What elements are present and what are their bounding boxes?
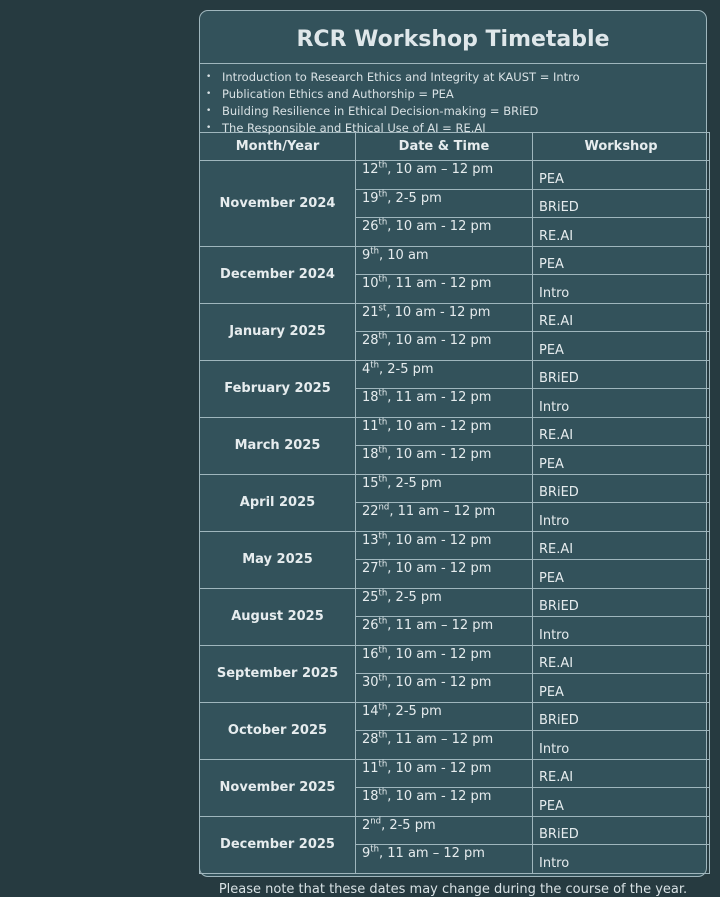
day-number: 18	[362, 390, 379, 405]
day-number: 22	[362, 504, 379, 519]
time-text: , 10 am - 12 pm	[387, 532, 492, 548]
time-text: , 10 am - 12 pm	[387, 789, 492, 804]
timetable-card	[199, 10, 707, 897]
column-header-month: Month/Year	[200, 133, 356, 161]
date-time-cell	[356, 303, 533, 332]
ordinal-suffix: th	[378, 645, 388, 656]
workshop-cell: BRiED	[533, 702, 710, 731]
day-number: 19	[362, 190, 379, 206]
ordinal-suffix: th	[378, 445, 388, 456]
disclaimer-note: Please note that these dates may change during the course of the year.	[218, 881, 688, 897]
day-number: 25	[362, 589, 379, 605]
ordinal-suffix: th	[378, 702, 388, 713]
time-text: , 10 am	[379, 247, 429, 263]
date-time-cell	[356, 189, 533, 218]
workshop-cell: PEA	[533, 446, 710, 475]
time-text: , 11 am – 12 pm	[379, 846, 485, 861]
workshop-cell: Intro	[533, 389, 710, 418]
workshop-cell: RE.AI	[533, 759, 710, 788]
workshop-cell: RE.AI	[533, 531, 710, 560]
day-number: 21	[362, 304, 379, 320]
time-text: , 10 am - 12 pm	[387, 675, 492, 690]
date-time-cell	[356, 474, 533, 503]
ordinal-suffix: th	[378, 588, 388, 599]
legend-item: • Publication Ethics and Authorship = PEA	[222, 86, 706, 103]
legend-list	[200, 64, 706, 135]
date-time-cell	[356, 446, 533, 475]
table-row	[200, 360, 710, 389]
month-cell: January 2025	[200, 303, 356, 360]
date-time-cell	[356, 218, 533, 247]
date-time-cell	[356, 617, 533, 646]
date-time-cell	[356, 788, 533, 817]
ordinal-suffix: th	[378, 160, 388, 171]
time-text: , 2-5 pm	[379, 361, 434, 377]
table-row	[200, 303, 710, 332]
legend-item: • Building Resilience in Ethical Decision-making = BRiED	[222, 103, 706, 120]
legend-item: • Introduction to Research Ethics and Integrity at KAUST = Intro	[222, 69, 706, 86]
time-text: , 11 am – 12 pm	[387, 618, 494, 633]
day-number: 28	[362, 333, 379, 348]
date-time-cell	[356, 588, 533, 617]
ordinal-suffix: nd	[378, 502, 390, 513]
date-time-cell	[356, 702, 533, 731]
ordinal-suffix: th	[370, 360, 380, 371]
month-cell: October 2025	[200, 702, 356, 759]
date-time-cell	[356, 845, 533, 874]
month-cell: December 2024	[200, 246, 356, 303]
date-time-cell	[356, 759, 533, 788]
workshop-cell: RE.AI	[533, 303, 710, 332]
workshop-cell: BRiED	[533, 816, 710, 845]
workshop-cell: Intro	[533, 731, 710, 760]
table-row	[200, 816, 710, 845]
day-number: 15	[362, 475, 379, 491]
page-title: RCR Workshop Timetable	[200, 11, 706, 64]
date-time-cell	[356, 560, 533, 589]
day-number: 18	[362, 447, 379, 462]
day-number: 9	[362, 247, 371, 263]
day-number: 4	[362, 361, 371, 377]
day-number: 26	[362, 618, 379, 633]
date-time-cell	[356, 816, 533, 845]
day-number: 30	[362, 675, 379, 690]
ordinal-suffix: th	[378, 616, 388, 627]
month-cell: November 2025	[200, 759, 356, 816]
day-number: 12	[362, 162, 379, 177]
time-text: , 2-5 pm	[387, 589, 442, 605]
workshop-cell: BRiED	[533, 474, 710, 503]
month-cell: April 2025	[200, 474, 356, 531]
ordinal-suffix: th	[378, 274, 388, 285]
day-number: 9	[362, 846, 371, 861]
table-row	[200, 417, 710, 446]
date-time-cell	[356, 389, 533, 418]
workshop-cell: PEA	[533, 332, 710, 361]
table-row	[200, 759, 710, 788]
time-text: , 10 am - 12 pm	[387, 447, 492, 462]
time-text: , 10 am – 12 pm	[387, 162, 494, 177]
ordinal-suffix: th	[378, 730, 388, 741]
day-number: 26	[362, 219, 379, 234]
time-text: , 2-5 pm	[387, 190, 442, 206]
time-text: , 2-5 pm	[387, 475, 442, 491]
ordinal-suffix: th	[378, 217, 388, 228]
ordinal-suffix: th	[378, 787, 388, 798]
ordinal-suffix: th	[370, 246, 380, 257]
workshop-cell: PEA	[533, 246, 710, 275]
ordinal-suffix: th	[378, 388, 388, 399]
ordinal-suffix: th	[378, 531, 388, 542]
month-cell: August 2025	[200, 588, 356, 645]
date-time-cell	[356, 645, 533, 674]
day-number: 18	[362, 789, 379, 804]
day-number: 27	[362, 561, 379, 576]
workshop-cell: RE.AI	[533, 218, 710, 247]
table-row	[200, 645, 710, 674]
ordinal-suffix: th	[378, 331, 388, 342]
legend-item: • The Responsible and Ethical Use of AI = RE.AI	[222, 120, 706, 137]
table-row	[200, 588, 710, 617]
date-time-cell	[356, 161, 533, 190]
time-text: , 10 am - 12 pm	[387, 418, 492, 434]
date-time-cell	[356, 503, 533, 532]
month-cell: September 2025	[200, 645, 356, 702]
day-number: 16	[362, 646, 379, 662]
ordinal-suffix: th	[378, 189, 388, 200]
time-text: , 10 am - 12 pm	[387, 760, 492, 776]
time-text: , 10 am - 12 pm	[387, 646, 492, 662]
workshop-cell: BRiED	[533, 189, 710, 218]
timetable-body	[200, 161, 710, 874]
date-time-cell	[356, 417, 533, 446]
day-number: 28	[362, 732, 379, 747]
workshop-cell: RE.AI	[533, 417, 710, 446]
date-time-cell	[356, 360, 533, 389]
date-time-cell	[356, 246, 533, 275]
workshop-cell: Intro	[533, 275, 710, 304]
workshop-cell: PEA	[533, 788, 710, 817]
workshop-cell: Intro	[533, 503, 710, 532]
workshop-cell: PEA	[533, 560, 710, 589]
workshop-cell: Intro	[533, 845, 710, 874]
column-header-date-time: Date & Time	[356, 133, 533, 161]
ordinal-suffix: th	[378, 559, 388, 570]
time-text: , 11 am – 12 pm	[387, 732, 494, 747]
workshop-cell: PEA	[533, 674, 710, 703]
month-cell: March 2025	[200, 417, 356, 474]
ordinal-suffix: th	[370, 844, 380, 855]
day-number: 11	[362, 760, 379, 776]
table-row	[200, 531, 710, 560]
ordinal-suffix: th	[378, 474, 388, 485]
time-text: , 10 am - 12 pm	[387, 333, 492, 348]
day-number: 14	[362, 703, 379, 719]
table-row	[200, 161, 710, 190]
day-number: 11	[362, 418, 379, 434]
ordinal-suffix: th	[378, 417, 388, 428]
timetable	[199, 132, 710, 874]
workshop-cell: RE.AI	[533, 645, 710, 674]
time-text: , 11 am – 12 pm	[389, 504, 496, 519]
date-time-cell	[356, 531, 533, 560]
date-time-cell	[356, 674, 533, 703]
day-number: 2	[362, 817, 371, 833]
month-cell: November 2024	[200, 161, 356, 247]
column-header-workshop: Workshop	[533, 133, 710, 161]
table-row	[200, 702, 710, 731]
time-text: , 2-5 pm	[381, 817, 436, 833]
table-row	[200, 474, 710, 503]
day-number: 10	[362, 276, 379, 291]
month-cell: May 2025	[200, 531, 356, 588]
workshop-cell: BRiED	[533, 588, 710, 617]
time-text: , 2-5 pm	[387, 703, 442, 719]
date-time-cell	[356, 275, 533, 304]
day-number: 13	[362, 532, 379, 548]
time-text: , 10 am - 12 pm	[387, 561, 492, 576]
month-cell: February 2025	[200, 360, 356, 417]
time-text: , 11 am - 12 pm	[387, 276, 492, 291]
time-text: , 11 am - 12 pm	[387, 390, 492, 405]
date-time-cell	[356, 332, 533, 361]
month-cell: December 2025	[200, 816, 356, 873]
ordinal-suffix: st	[378, 303, 387, 314]
ordinal-suffix: nd	[370, 816, 382, 827]
table-row	[200, 246, 710, 275]
date-time-cell	[356, 731, 533, 760]
ordinal-suffix: th	[378, 759, 388, 770]
ordinal-suffix: th	[378, 673, 388, 684]
workshop-cell: BRiED	[533, 360, 710, 389]
time-text: , 10 am - 12 pm	[386, 304, 491, 320]
workshop-cell: PEA	[533, 161, 710, 190]
workshop-cell: Intro	[533, 617, 710, 646]
time-text: , 10 am - 12 pm	[387, 219, 492, 234]
